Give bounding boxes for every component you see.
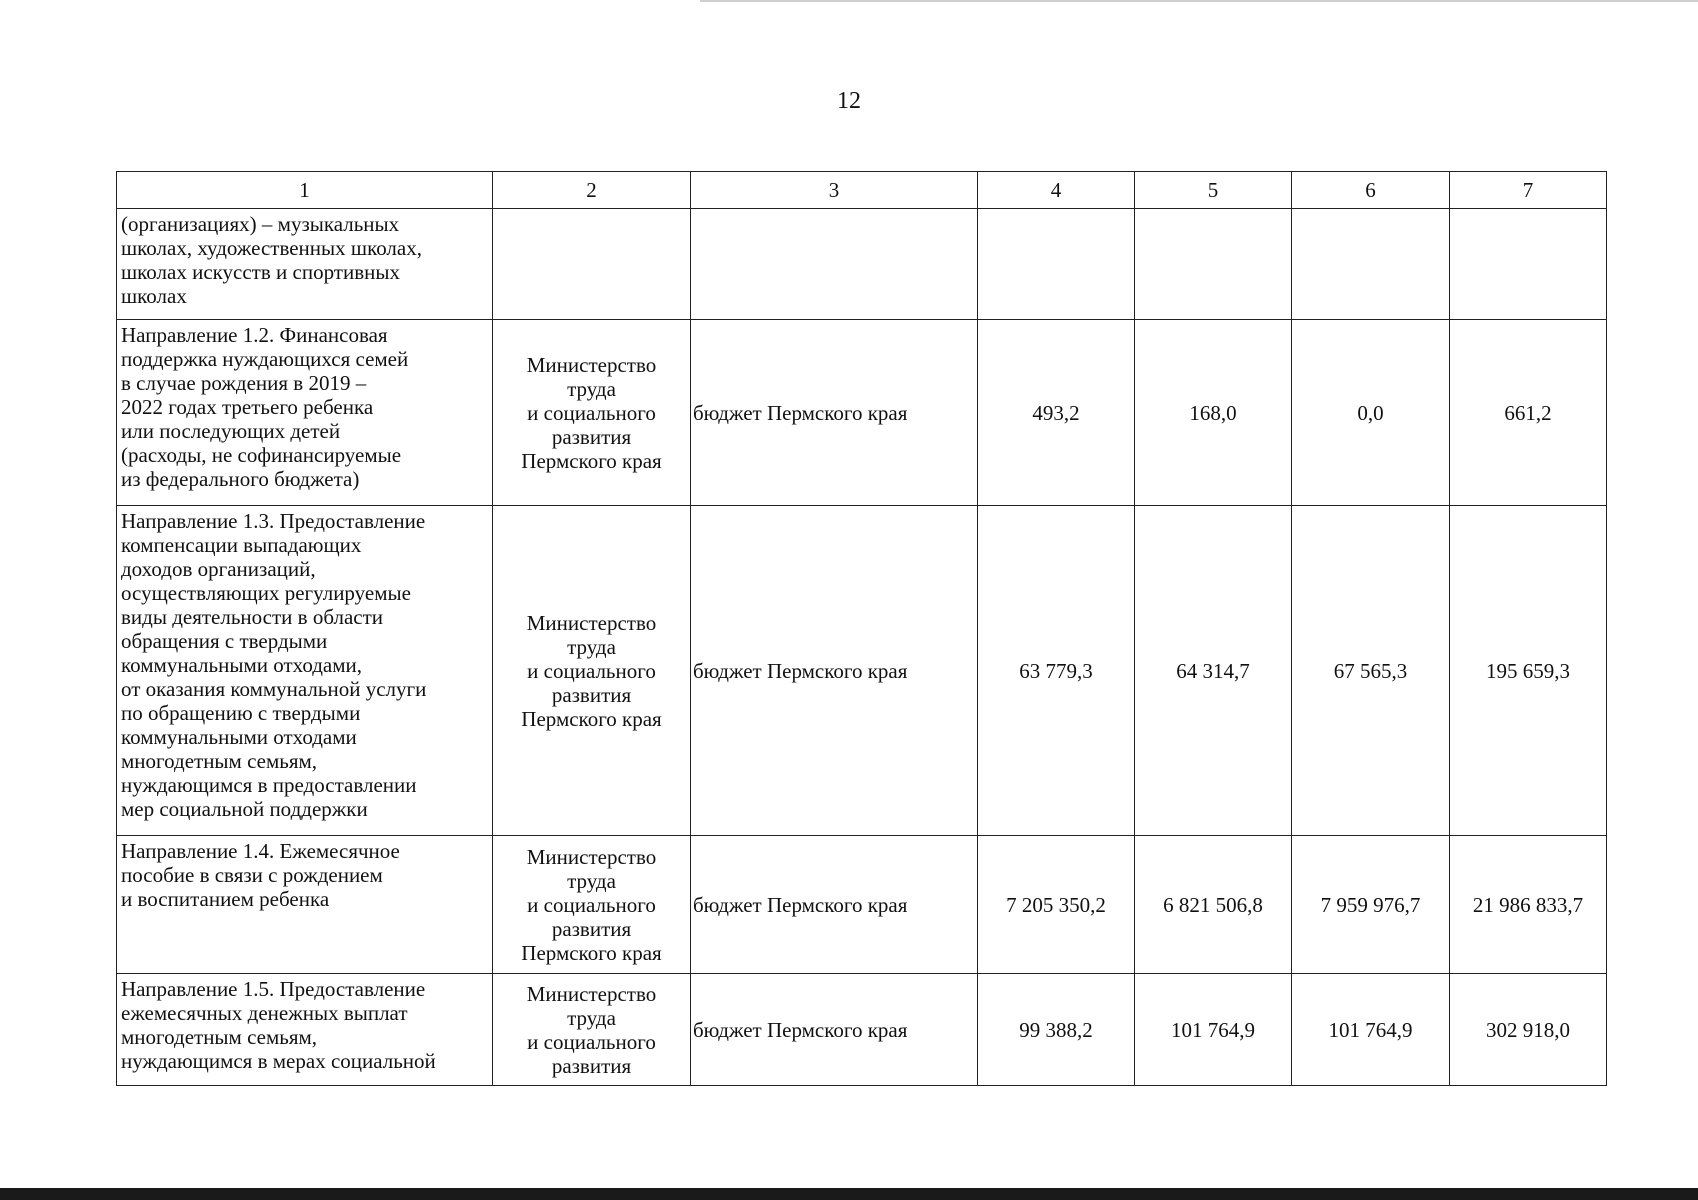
column-header: 5 [1135,172,1292,209]
direction-name-cell: (организациях) – музыкальных школах, художественных школах, школах искусств и спортивных школах [117,209,493,320]
agency-cell: Министерство труда и социального развития Пермского края [493,836,691,974]
column-header: 2 [493,172,691,209]
value-cell-col6: 101 764,9 [1292,974,1450,1086]
agency-cell: Министерство труда и социального развития Пермского края [493,506,691,836]
column-header: 6 [1292,172,1450,209]
value-cell-col5: 168,0 [1135,320,1292,506]
value-cell-col4: 493,2 [978,320,1135,506]
value-cell-col5: 101 764,9 [1135,974,1292,1086]
direction-name-cell: Направление 1.3. Предоставление компенсации выпадающих доходов организаций, осуществляющих регулируемые виды деятельности в области обращения с твердыми коммунальными отходами, от оказания коммунальной услуги по обращению с твердыми коммунальными отходами многодетным семьям, нуждающимся в предоставлении мер социальной поддержки [117,506,493,836]
agency-cell [493,209,691,320]
column-header: 1 [117,172,493,209]
funding-source-cell: бюджет Пермского края [691,320,978,506]
scan-bottom-edge [0,1188,1698,1200]
value-cell-col5: 6 821 506,8 [1135,836,1292,974]
funding-source-cell: бюджет Пермского края [691,974,978,1086]
table-row [117,209,1607,320]
funding-source-cell [691,209,978,320]
agency-cell: Министерство труда и социального развития [493,974,691,1086]
table-row [117,974,1607,1086]
column-header: 4 [978,172,1135,209]
direction-name-cell: Направление 1.4. Ежемесячное пособие в связи с рождением и воспитанием ребенка [117,836,493,974]
value-cell-col6: 0,0 [1292,320,1450,506]
page-number: 12 [837,88,861,114]
program-funding-table [116,171,1607,1086]
scan-top-edge [700,0,1698,2]
table-row [117,836,1607,974]
value-cell-col7: 195 659,3 [1450,506,1607,836]
funding-source-cell: бюджет Пермского края [691,836,978,974]
value-cell-col6: 67 565,3 [1292,506,1450,836]
value-cell-col4 [978,209,1135,320]
table-row [117,506,1607,836]
column-header: 3 [691,172,978,209]
value-cell-col7: 661,2 [1450,320,1607,506]
funding-source-cell: бюджет Пермского края [691,506,978,836]
value-cell-col5 [1135,209,1292,320]
table-header-row [117,172,1607,209]
value-cell-col4: 7 205 350,2 [978,836,1135,974]
agency-cell: Министерство труда и социального развития Пермского края [493,320,691,506]
value-cell-col6 [1292,209,1450,320]
value-cell-col7 [1450,209,1607,320]
value-cell-col4: 99 388,2 [978,974,1135,1086]
value-cell-col6: 7 959 976,7 [1292,836,1450,974]
value-cell-col5: 64 314,7 [1135,506,1292,836]
direction-name-cell: Направление 1.5. Предоставление ежемесячных денежных выплат многодетным семьям, нуждающимся в мерах социальной [117,974,493,1086]
direction-name-cell: Направление 1.2. Финансовая поддержка нуждающихся семей в случае рождения в 2019 – 2022 годах третьего ребенка или последующих детей (расходы, не софинансируемые из федерального бюджета) [117,320,493,506]
value-cell-col4: 63 779,3 [978,506,1135,836]
value-cell-col7: 21 986 833,7 [1450,836,1607,974]
table-row [117,320,1607,506]
value-cell-col7: 302 918,0 [1450,974,1607,1086]
column-header: 7 [1450,172,1607,209]
